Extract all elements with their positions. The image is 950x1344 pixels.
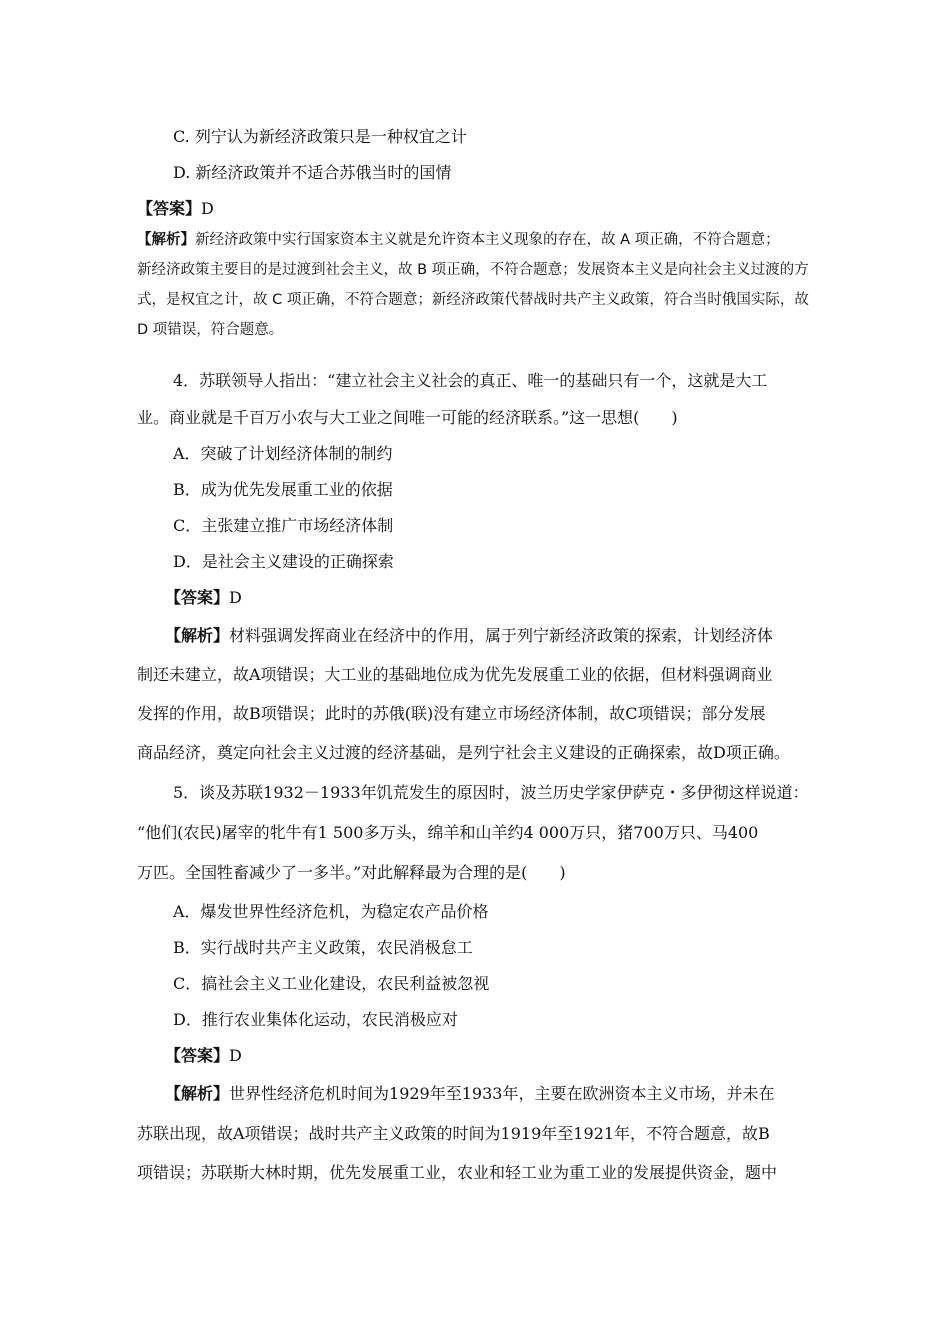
q4-explanation-line-1: 【解析】材料强调发挥商业在经济中的作用，属于列宁新经济政策的探索，计划经济体 [165,626,774,645]
q4-answer-value: D [229,588,242,607]
q3-explanation-line-4: D 项错误，符合题意。 [137,322,284,338]
q4-stem-line-1: 4．苏联领导人指出：“建立社会主义社会的真正、唯一的基础只有一个，这就是大工 [173,371,768,390]
q5-answer [165,1046,242,1066]
q5-answer-value: D [229,1046,242,1065]
q3-explanation-line-3: 式，是权宜之计，故 C 项正确，不符合题意；新经济政策代替战时共产主义政策，符合当时俄国实际，故 [137,292,809,308]
q5-stem-line-2: “他们(农民)屠宰的牝牛有1 500多万头，绵羊和山羊约4 000万只，猪700万只、马400 [137,823,759,842]
q5-explanation-line-2: 苏联出现，故A项错误；战时共产主义政策的时间为1919年至1921年，不符合题意，故B [137,1124,770,1143]
q3-option-c: C. 列宁认为新经济政策只是一种权宜之计 [173,127,467,146]
q4-explanation-line-4: 商品经济，奠定向社会主义过渡的经济基础，是列宁社会主义建设的正确探索，故D项正确。 [137,743,790,762]
q4-option-b: B．成为优先发展重工业的依据 [173,480,393,499]
q5-explanation-label: 【解析】 [165,1084,230,1103]
q4-option-c: C．主张建立推广市场经济体制 [173,516,394,535]
q5-explanation-line-1: 【解析】世界性经济危机时间为1929年至1933年，主要在欧洲资本主义市场，并未在 [165,1084,775,1103]
q4-stem-line-2: 业。商业就是千百万小农与大工业之间唯一可能的经济联系。”这一思想( ) [137,408,678,427]
q5-stem-line-3: 万匹。全国牲畜减少了一多半。”对此解释最为合理的是( ) [137,863,566,882]
q3-answer [137,199,214,219]
q3-explanation-line-1: 【解析】新经济政策中实行国家资本主义就是允许资本主义现象的存在，故 A 项正确，不符合题意； [137,232,780,248]
q5-option-b: B．实行战时共产主义政策，农民消极怠工 [173,938,473,957]
q4-explanation-line-3: 发挥的作用，故B项错误；此时的苏俄(联)没有建立市场经济体制，故C项错误；部分发展 [137,704,766,723]
q4-answer [165,588,242,608]
q4-answer-label: 【答案】 [165,588,230,607]
q5-option-c: C．搞社会主义工业化建设，农民利益被忽视 [173,974,490,993]
q4-explanation-line-2: 制还未建立，故A项错误；大工业的基础地位成为优先发展重工业的依据，但材料强调商业 [137,665,773,684]
q4-option-a: A．突破了计划经济体制的制约 [173,444,393,463]
q3-option-d: D. 新经济政策并不适合苏俄当时的国情 [173,163,452,182]
q5-option-d: D．推行农业集体化运动，农民消极应对 [173,1010,458,1029]
q5-stem-line-1: 5．谈及苏联1932－1933年饥荒发生的原因时，波兰历史学家伊萨克・多伊彻这样说道： [173,783,809,802]
q4-option-d: D．是社会主义建设的正确探索 [173,552,394,571]
q3-answer-value: D [201,199,214,218]
q5-explanation-line-3: 项错误；苏联斯大林时期，优先发展重工业，农业和轻工业为重工业的发展提供资金，题中 [137,1163,778,1182]
q4-explanation-label: 【解析】 [165,626,230,645]
q5-option-a: A．爆发世界性经济危机，为稳定农产品价格 [173,902,489,921]
q3-answer-label: 【答案】 [137,199,202,218]
q3-explanation-line-2: 新经济政策主要目的是过渡到社会主义，故 B 项正确，不符合题意；发展资本主义是向社会主义过渡的方 [137,262,809,278]
q5-answer-label: 【答案】 [165,1046,230,1065]
q3-explanation-label: 【解析】 [137,232,195,248]
